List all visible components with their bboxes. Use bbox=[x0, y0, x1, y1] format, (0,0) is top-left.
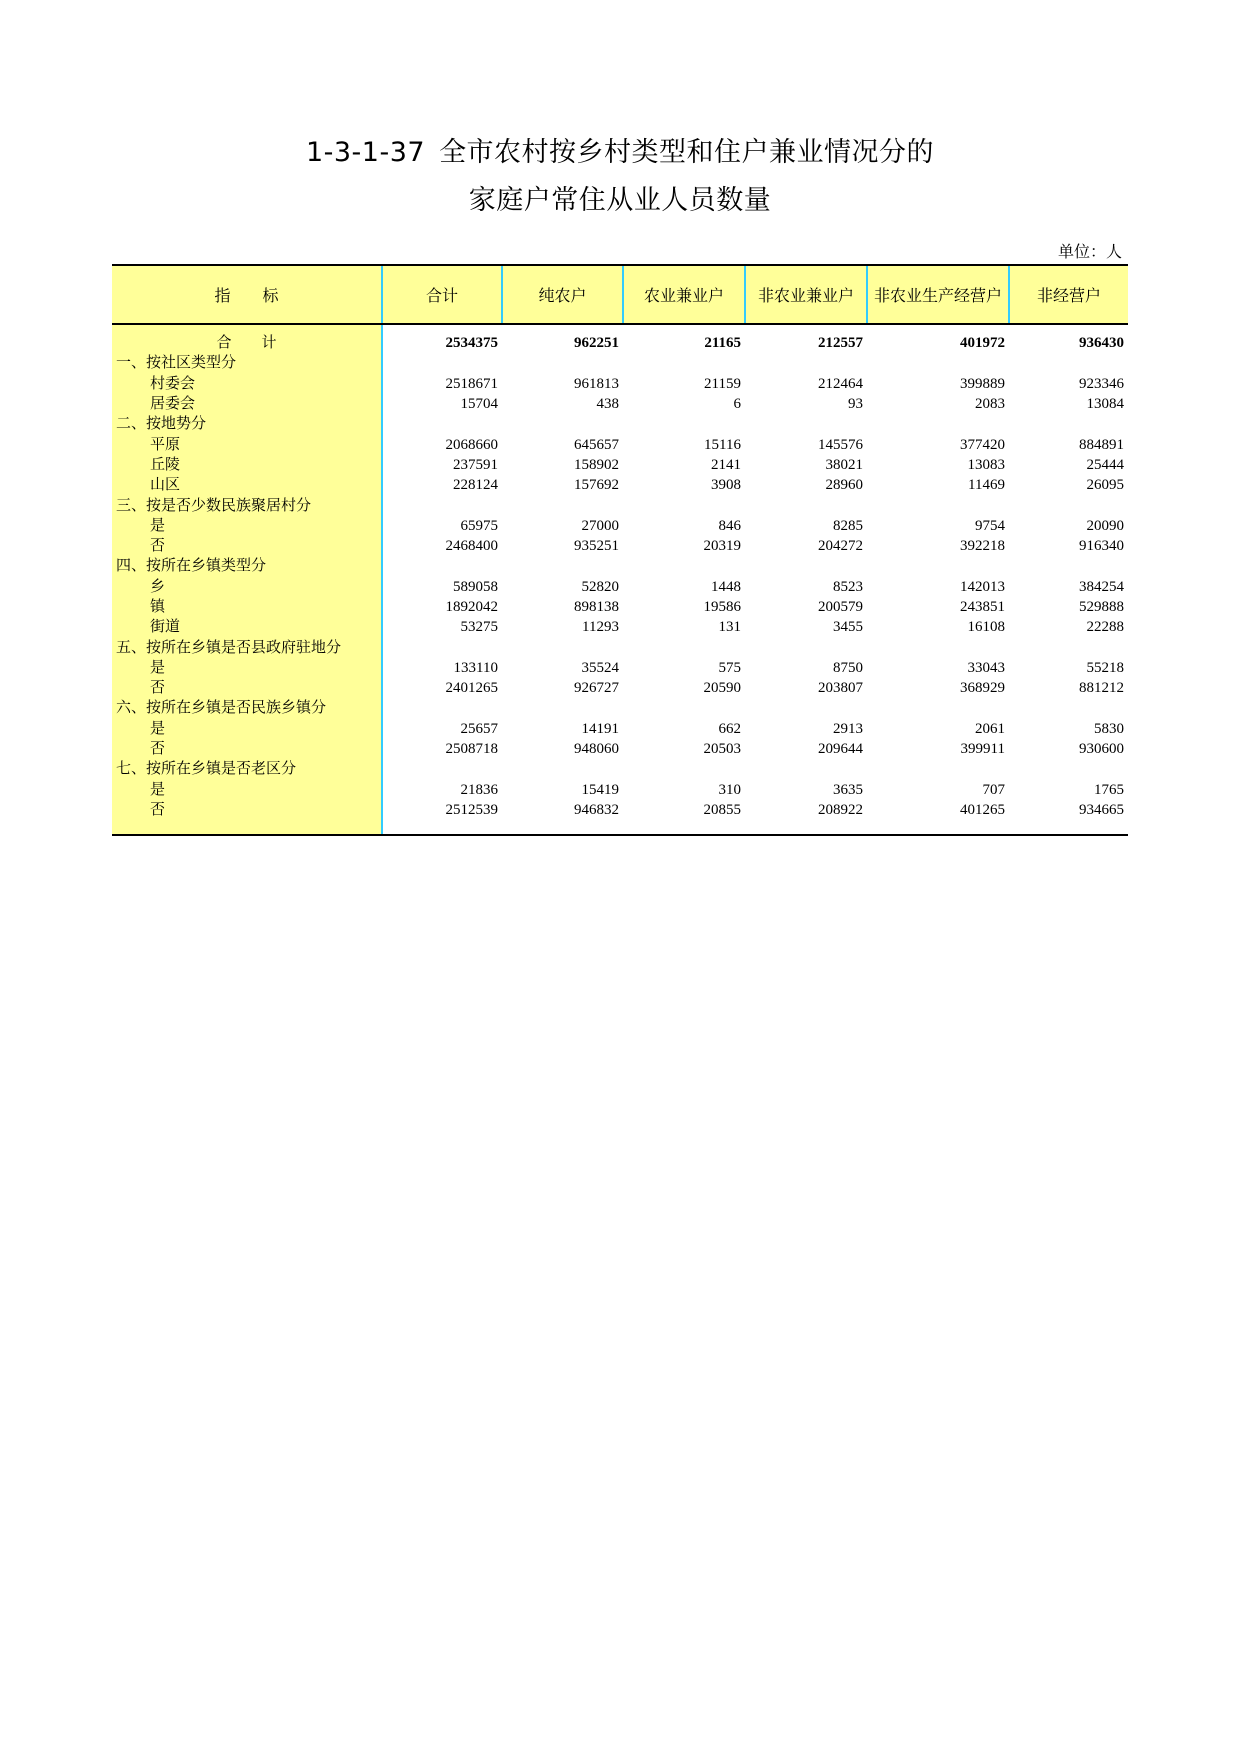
header-pure-farm: 纯农户 bbox=[502, 265, 623, 324]
value-cell bbox=[745, 759, 867, 779]
end-cell bbox=[112, 820, 382, 835]
value-cell bbox=[1009, 414, 1128, 434]
value-cell: 52820 bbox=[581, 578, 619, 595]
value-cell: 14191 bbox=[581, 720, 619, 737]
value-cell: 20855 bbox=[703, 801, 741, 818]
value-cell bbox=[623, 759, 745, 779]
value-cell: 3908 bbox=[711, 477, 741, 494]
row-label: 村委会 bbox=[112, 374, 382, 394]
value-cell bbox=[745, 353, 867, 373]
row-label: 六、按所在乡镇是否民族乡镇分 bbox=[112, 698, 382, 718]
value-cell: 212557 bbox=[818, 335, 863, 352]
row-label: 否 bbox=[112, 678, 382, 698]
group-header-row bbox=[112, 414, 1128, 434]
value-cell: 401265 bbox=[960, 801, 1005, 818]
value-cell: 881212 bbox=[1079, 680, 1124, 697]
value-cell: 399889 bbox=[960, 375, 1005, 392]
value-cell: 26095 bbox=[1086, 477, 1124, 494]
table-row bbox=[112, 434, 1128, 454]
value-cell: 5830 bbox=[1094, 720, 1124, 737]
value-cell: 8750 bbox=[833, 659, 863, 676]
value-cell: 2512539 bbox=[445, 801, 498, 818]
value-cell bbox=[502, 698, 623, 718]
header-nonfarm-part-time: 非农业兼业户 bbox=[745, 265, 867, 324]
value-cell bbox=[1009, 495, 1128, 515]
header-farm-part-time: 农业兼业户 bbox=[623, 265, 745, 324]
value-cell: 15116 bbox=[704, 436, 741, 453]
value-cell: 401972 bbox=[960, 335, 1005, 352]
value-cell bbox=[623, 353, 745, 373]
value-cell: 228124 bbox=[453, 477, 498, 494]
header-indicator: 指 标 bbox=[112, 265, 382, 324]
value-cell: 2534375 bbox=[445, 335, 498, 352]
value-cell bbox=[867, 637, 1009, 657]
statistics-table bbox=[112, 264, 1128, 836]
value-cell: 707 bbox=[982, 781, 1005, 798]
value-cell: 962251 bbox=[574, 335, 619, 352]
value-cell: 935251 bbox=[574, 538, 619, 555]
value-cell bbox=[745, 556, 867, 576]
value-cell bbox=[502, 414, 623, 434]
value-cell: 645657 bbox=[574, 436, 619, 453]
value-cell: 948060 bbox=[574, 741, 619, 758]
value-cell bbox=[1009, 698, 1128, 718]
table-code: 1-3-1-37 bbox=[305, 137, 426, 168]
value-cell: 368929 bbox=[960, 680, 1005, 697]
table-title-line-2: 家庭户常住从业人员数量 bbox=[468, 185, 772, 216]
value-cell: 209644 bbox=[818, 741, 863, 758]
table-row bbox=[112, 678, 1128, 698]
value-cell: 377420 bbox=[960, 436, 1005, 453]
value-cell bbox=[382, 637, 502, 657]
table-row bbox=[112, 719, 1128, 739]
value-cell: 212464 bbox=[818, 375, 863, 392]
value-cell: 237591 bbox=[453, 456, 498, 473]
end-cell bbox=[502, 820, 623, 835]
value-cell: 65975 bbox=[460, 517, 498, 534]
value-cell: 157692 bbox=[574, 477, 619, 494]
value-cell: 2068660 bbox=[445, 436, 498, 453]
value-cell: 930600 bbox=[1079, 741, 1124, 758]
group-header-row bbox=[112, 637, 1128, 657]
value-cell: 662 bbox=[718, 720, 741, 737]
value-cell: 55218 bbox=[1086, 659, 1124, 676]
group-header-row bbox=[112, 495, 1128, 515]
value-cell bbox=[867, 353, 1009, 373]
header-non-business: 非经营户 bbox=[1009, 265, 1128, 324]
value-cell bbox=[502, 353, 623, 373]
value-cell: 142013 bbox=[960, 578, 1005, 595]
value-cell: 20090 bbox=[1086, 517, 1124, 534]
value-cell bbox=[623, 698, 745, 718]
value-cell: 2508718 bbox=[445, 741, 498, 758]
group-header-row bbox=[112, 353, 1128, 373]
value-cell: 1765 bbox=[1094, 781, 1124, 798]
value-cell bbox=[502, 759, 623, 779]
value-cell: 2468400 bbox=[445, 538, 498, 555]
row-label: 五、按所在乡镇是否县政府驻地分 bbox=[112, 637, 382, 657]
value-cell: 20319 bbox=[703, 538, 741, 555]
group-header-row bbox=[112, 556, 1128, 576]
value-cell: 2061 bbox=[975, 720, 1005, 737]
row-label: 否 bbox=[112, 800, 382, 820]
value-cell bbox=[745, 414, 867, 434]
value-cell: 20590 bbox=[703, 680, 741, 697]
row-label: 居委会 bbox=[112, 394, 382, 414]
value-cell: 934665 bbox=[1079, 801, 1124, 818]
row-label: 一、按社区类型分 bbox=[112, 353, 382, 373]
value-cell: 15704 bbox=[460, 396, 498, 413]
row-label: 七、按所在乡镇是否老区分 bbox=[112, 759, 382, 779]
table-row bbox=[112, 739, 1128, 759]
value-cell: 946832 bbox=[574, 801, 619, 818]
value-cell: 11469 bbox=[968, 477, 1005, 494]
value-cell: 13084 bbox=[1086, 396, 1124, 413]
value-cell: 589058 bbox=[453, 578, 498, 595]
value-cell: 158902 bbox=[574, 456, 619, 473]
value-cell: 204272 bbox=[818, 538, 863, 555]
value-cell: 916340 bbox=[1079, 538, 1124, 555]
value-cell: 131 bbox=[718, 619, 741, 636]
value-cell: 936430 bbox=[1079, 335, 1124, 352]
value-cell: 25444 bbox=[1086, 456, 1124, 473]
value-cell bbox=[502, 556, 623, 576]
value-cell: 133110 bbox=[453, 659, 498, 676]
table-row bbox=[112, 577, 1128, 597]
row-label: 否 bbox=[112, 536, 382, 556]
value-cell: 884891 bbox=[1079, 436, 1124, 453]
value-cell: 923346 bbox=[1079, 375, 1124, 392]
value-cell: 145576 bbox=[818, 436, 863, 453]
row-label: 四、按所在乡镇类型分 bbox=[112, 556, 382, 576]
row-label: 平原 bbox=[112, 434, 382, 454]
value-cell bbox=[382, 414, 502, 434]
row-label: 是 bbox=[112, 658, 382, 678]
value-cell: 3635 bbox=[833, 781, 863, 798]
value-cell: 926727 bbox=[574, 680, 619, 697]
value-cell: 22288 bbox=[1086, 619, 1124, 636]
value-cell bbox=[1009, 556, 1128, 576]
value-cell: 20503 bbox=[703, 741, 741, 758]
value-cell: 529888 bbox=[1079, 599, 1124, 615]
value-cell bbox=[382, 698, 502, 718]
value-cell: 8523 bbox=[833, 578, 863, 595]
row-label: 丘陵 bbox=[112, 455, 382, 475]
value-cell: 846 bbox=[718, 517, 741, 534]
group-header-row bbox=[112, 698, 1128, 718]
total-row bbox=[112, 333, 1128, 353]
row-label: 三、按是否少数民族聚居村分 bbox=[112, 495, 382, 515]
value-cell: 35524 bbox=[581, 659, 619, 676]
value-cell bbox=[1009, 637, 1128, 657]
value-cell: 53275 bbox=[460, 619, 498, 636]
table-row bbox=[112, 516, 1128, 536]
value-cell bbox=[623, 414, 745, 434]
value-cell: 21159 bbox=[704, 375, 741, 392]
value-cell: 384254 bbox=[1079, 578, 1124, 595]
value-cell: 898138 bbox=[574, 599, 619, 615]
value-cell: 28960 bbox=[825, 477, 863, 494]
table-row bbox=[112, 394, 1128, 414]
group-header-row bbox=[112, 759, 1128, 779]
row-label: 是 bbox=[112, 516, 382, 536]
value-cell bbox=[623, 637, 745, 657]
value-cell bbox=[745, 637, 867, 657]
value-cell: 25657 bbox=[460, 720, 498, 737]
value-cell: 203807 bbox=[818, 680, 863, 697]
header-row bbox=[112, 265, 1128, 324]
table-row bbox=[112, 617, 1128, 637]
table-body bbox=[112, 324, 1128, 835]
end-cell bbox=[745, 820, 867, 835]
spacer-cell bbox=[112, 324, 382, 333]
end-cell bbox=[1009, 820, 1128, 835]
value-cell: 399911 bbox=[960, 741, 1005, 758]
value-cell: 243851 bbox=[960, 599, 1005, 615]
value-cell bbox=[1009, 759, 1128, 779]
value-cell: 38021 bbox=[825, 456, 863, 473]
value-cell: 33043 bbox=[967, 659, 1005, 676]
value-cell: 392218 bbox=[960, 538, 1005, 555]
row-label: 山区 bbox=[112, 475, 382, 495]
value-cell: 2083 bbox=[975, 396, 1005, 413]
table-row bbox=[112, 374, 1128, 394]
value-cell bbox=[502, 495, 623, 515]
table-title-line-1 bbox=[0, 130, 1240, 169]
row-label: 镇 bbox=[112, 597, 382, 617]
value-cell: 1448 bbox=[711, 578, 741, 595]
value-cell bbox=[867, 698, 1009, 718]
value-cell: 3455 bbox=[833, 619, 863, 636]
end-cell bbox=[382, 820, 502, 835]
row-label: 是 bbox=[112, 719, 382, 739]
value-cell bbox=[382, 759, 502, 779]
spacer-row bbox=[112, 324, 1128, 333]
value-cell: 2518671 bbox=[445, 375, 498, 392]
value-cell: 16108 bbox=[967, 619, 1005, 636]
value-cell: 9754 bbox=[975, 517, 1005, 534]
value-cell: 438 bbox=[596, 396, 619, 413]
value-cell: 27000 bbox=[581, 517, 619, 534]
value-cell bbox=[867, 759, 1009, 779]
row-label: 街道 bbox=[112, 617, 382, 637]
row-label: 二、按地势分 bbox=[112, 414, 382, 434]
end-cell bbox=[867, 820, 1009, 835]
value-cell: 200579 bbox=[818, 599, 863, 615]
row-label: 合 计 bbox=[112, 333, 382, 353]
table-row bbox=[112, 800, 1128, 820]
unit-label: 单位：人 bbox=[1057, 244, 1122, 261]
row-label: 是 bbox=[112, 780, 382, 800]
value-cell: 13083 bbox=[967, 456, 1005, 473]
end-cell bbox=[623, 820, 745, 835]
row-label: 否 bbox=[112, 739, 382, 759]
value-cell: 1892042 bbox=[445, 599, 498, 615]
value-cell: 2401265 bbox=[445, 680, 498, 697]
value-cell: 2141 bbox=[711, 456, 741, 473]
value-cell: 6 bbox=[733, 396, 741, 413]
table-row bbox=[112, 780, 1128, 800]
value-cell bbox=[745, 698, 867, 718]
value-cell: 575 bbox=[718, 659, 741, 676]
header-nonfarm-business: 非农业生产经营户 bbox=[867, 265, 1009, 324]
table-row bbox=[112, 597, 1128, 617]
table-row bbox=[112, 658, 1128, 678]
value-cell bbox=[623, 495, 745, 515]
value-cell: 310 bbox=[718, 781, 741, 798]
value-cell bbox=[867, 414, 1009, 434]
value-cell: 15419 bbox=[581, 781, 619, 798]
table-end-row bbox=[112, 820, 1128, 835]
value-cell bbox=[867, 556, 1009, 576]
table-row bbox=[112, 475, 1128, 495]
value-cell: 21165 bbox=[704, 335, 741, 352]
table-title-text: 全市农村按乡村类型和住户兼业情况分的 bbox=[439, 137, 935, 168]
value-cell: 11293 bbox=[582, 619, 619, 636]
value-cell: 2913 bbox=[833, 720, 863, 737]
value-cell: 93 bbox=[848, 396, 863, 413]
table-row bbox=[112, 455, 1128, 475]
value-cell bbox=[745, 495, 867, 515]
value-cell bbox=[867, 495, 1009, 515]
row-label: 乡 bbox=[112, 577, 382, 597]
value-cell: 208922 bbox=[818, 801, 863, 818]
value-cell: 19586 bbox=[703, 599, 741, 615]
header-total: 合计 bbox=[382, 265, 502, 324]
value-cell: 8285 bbox=[833, 517, 863, 534]
value-cell bbox=[1009, 353, 1128, 373]
value-cell: 21836 bbox=[460, 781, 498, 798]
value-cell bbox=[623, 556, 745, 576]
table-row bbox=[112, 536, 1128, 556]
value-cell bbox=[382, 556, 502, 576]
value-cell: 961813 bbox=[574, 375, 619, 392]
value-cell bbox=[502, 637, 623, 657]
value-cell bbox=[382, 495, 502, 515]
value-cell bbox=[382, 353, 502, 373]
